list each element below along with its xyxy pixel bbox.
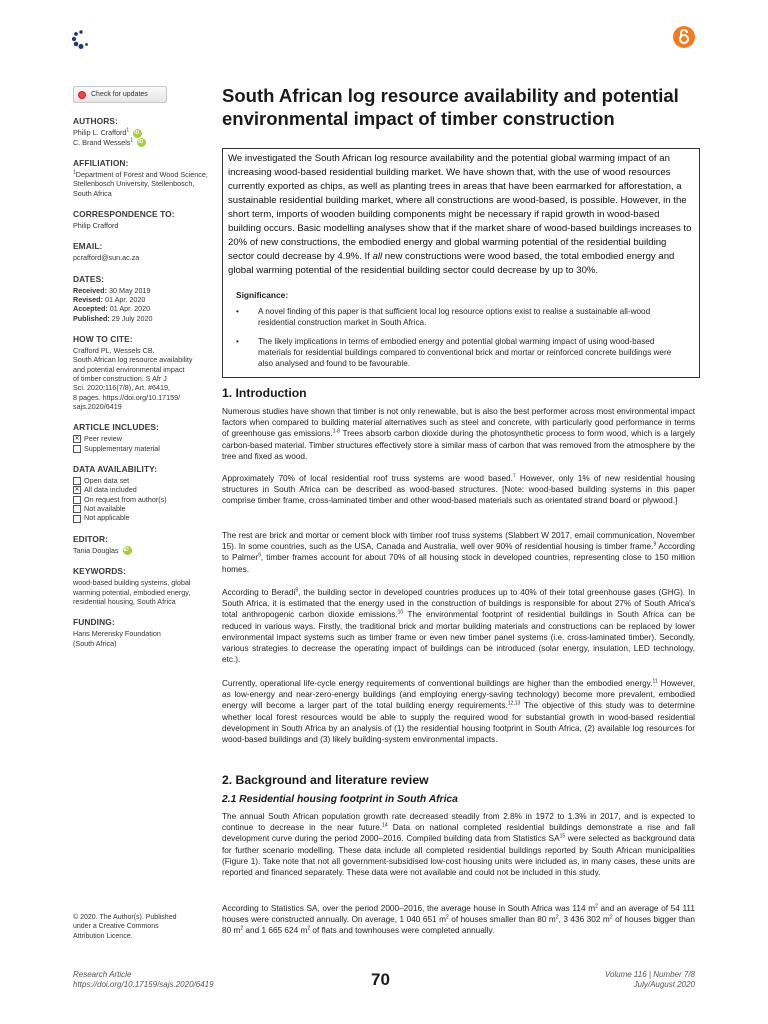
correspondence-name: Philip Crafford [73,221,119,231]
date-published: Published: 29 July 2020 [73,313,153,323]
checkbox-empty-icon [73,477,81,485]
paragraph: According to Beradi$^9$, the building sector in developed countries produces up to 40% of their total greenhouse gases (GHG). In South Africa, it is estimated that the energy used in the construction of buildings is responsible for about 27% of South Africa's total anthropogenic carbon dioxide emissions.$^{10}$ The environmental footprint of residential buildings in South Africa can be reduced in various ways. Firstly, the traditional brick and mortar building materials and constructions can be replaced by lower environmental impact systems such as timber frame or even new timber panel systems (i.e. cross-laminated timber). Secondly, various strategies to decrease the operating impact of buildings can be introduced (solar energy, insulation, LED technology, etc.). [222,587,696,665]
editor-heading: EDITOR: [73,533,108,544]
citation-doi-link[interactable]: 8 pages. https://doi.org/10.17159/ [73,392,181,402]
email-heading: EMAIL: [73,241,103,252]
paragraph: According to Statistics SA, over the period 2000–2016, the average house in South Africa was 114 $m^2$ and an average of 54 111 houses were constructed annually. On average, 1 040 651 $m^2$ of houses smaller than 80 $m^2$, 3 436 302 $m^2$ of houses bigger than 80 $m^2$ and 1 665 624 $m^2$ of flats and townhouses were completed annually. [222,903,695,936]
journal-logo-icon [70,28,92,50]
checkbox-empty-icon [73,445,81,453]
checkbox-empty-icon [73,496,81,504]
data-option: Open data set [73,476,213,485]
bullet-icon: • [236,307,239,316]
affiliation-text: $^1$Department of Forest and Wood Science, Stellenbosch University, Stellenbosch, South Africa [73,169,208,198]
data-availability-heading: DATA AVAILABILITY: [73,464,158,475]
funding-text: Hans Merensky Foundation (South Africa) [73,629,161,648]
footer-doi-link[interactable]: https://doi.org/10.17159/sajs.2020/6419 [73,980,214,990]
footer-article-type: Research Article [73,970,132,979]
footer-issue-info [560,970,695,991]
paragraph: The rest are brick and mortar or cement block with timber roof truss systems (Slabbert W 2017, email communication, November 15). In some countries, such as the USA, Canada and Australia, well over 90% of residential housing is timber frame.$^9$ According to Palmer$^9$, timber frames account for about 70% of all housing stock in developed countries, representing close to 150 million homes. [222,531,696,574]
orcid-icon[interactable] [137,138,146,147]
editor-name: Tania Douglas iD [73,546,213,556]
subsection-heading: 2.1 Residential housing footprint in South Africa [222,794,458,805]
orcid-icon[interactable] [133,129,142,138]
include-supplementary: Supplementary material [73,444,213,453]
citation-doi-link[interactable]: sajs.2020/6419 [73,402,122,412]
significance-item: • A novel finding of this paper is that sufficient local log resource options exist to realise a sustainable all-wood residential construction market in South Africa. [236,307,651,328]
keywords-text: wood-based building systems, global warming potential, embodied energy, residential housing, South Africa [73,578,191,606]
author-2[interactable]: C. Brand Wessels$^1$ iD [73,138,213,148]
date-revised: Revised: 01 Apr. 2020 [73,294,146,304]
authors-heading: AUTHORS: [73,116,118,126]
correspondence-heading: CORRESPONDENCE TO: [73,209,175,220]
funding-heading: FUNDING: [73,617,115,628]
include-peer-review: ✕ Peer review [74,434,122,444]
affiliation-heading: AFFILIATION: [73,158,129,169]
footer-article-info [73,970,214,991]
paragraph: The annual South African population growth rate decreased steadily from 2.8% in 1972 to 1.3% in 2017, and is expected to continue to decrease in the near future.$^{14}$ Data on national completed residential buildings demonstrate a rise and fall development curve during the period 2000–2016. Compiled building data from Statistics SA$^{15}$ were selected as background data for further scenario modelling. These data include all completed residential buildings reported by South African municipalities (Figure 1). Take note that not all government-subsidised low-cost housing units were included as, in many cases, these units are reported and financed separately. These data were not available and could not be included in this study. [222,812,696,878]
page-number: 70 [371,970,390,989]
footer-issue-date: July/August 2020 [633,980,695,990]
bullet-icon: • [236,337,239,346]
copyright-notice: © 2020. The Author(s). Published under a Creative Commons Attribution Licence. [73,914,177,940]
check-updates-icon [78,91,86,99]
email-link[interactable]: pcrafford@sun.ac.za [73,253,140,263]
article-includes-heading: ARTICLE INCLUDES: [73,422,159,433]
open-access-icon [673,26,695,48]
citation-text: Crafford PL, Wessels CB. South African log resource availability and potential environmental impact of timber construction. S Afr J Sci. 2020;116(7/8), Art. #6419, 8 pages. https://doi.org/10.17159/ sajs.2020/6419 [73,346,213,412]
check-for-updates-button[interactable]: Check for updates [73,86,167,103]
date-accepted: Accepted: 01 Apr. 2020 [73,304,151,314]
dates-heading: DATES: [73,273,105,284]
paragraph: Currently, operational life-cycle energy requirements of conventional buildings are higher than the embodied energy.$^{11}$ However, as low-energy and near-zero-energy buildings (and employing energy-saving technology) become more prevalent, embodied energy will become a larger part of the total building energy requirements.$^{12,13}$ The objective of this study was to determine whether local forest resources would be able to supply the required wood for substantial growth in wood-based residential development in South Africa by an analysis of (1) the residential housing footprint in South Africa, (2) available log resources for wood-based buildings and (3) likely building-system environmental impacts. [222,678,695,745]
data-option: Not applicable [73,513,213,522]
keywords-heading: KEYWORDS: [73,566,127,577]
significance-heading: Significance: [236,290,289,300]
section-heading-introduction: 1. Introduction [222,386,307,400]
checkbox-checked-icon: ✕ [74,487,80,494]
checkbox-checked-icon: ✕ [74,436,80,443]
data-option: ✕ All data included [74,485,137,495]
footer-volume: Volume 116 | Number 7/8 [604,970,695,979]
article-info-sidebar [73,86,213,648]
data-option: On request from author(s) [73,495,213,504]
orcid-icon[interactable] [123,546,132,555]
section-heading-background: 2. Background and literature review [222,773,429,787]
checkbox-empty-icon [73,505,81,513]
paragraph: Approximately 70% of local residential roof truss systems are wood based.$^7$ However, only 1% of new residential housing structures in South Africa can be described as wood-based structures. [Note: wood-based building systems in this paper comprise timber frame, cross-laminated timber and other wood-based materials such as orientated strand board or plywood.] [222,473,696,506]
article-title: South African log resource availability and potential environmental impact of timber construction [222,85,679,130]
date-received: Received: 30 May 2019 [73,285,151,295]
data-option: Not available [73,504,213,513]
how-to-cite-heading: HOW TO CITE: [73,334,133,345]
author-1[interactable]: Philip L. Crafford$^1$ iD [73,128,213,138]
abstract-text: We investigated the South African log resource availability and the potential global warming impact of an increasing wood-based residential building market. We have shown that, with the use of wood resources currently exported as chips, as well as planting trees in areas that have been earmarked for afforestation, a sustainable residential building market, where all constructions are wood-based, is possible. However, in the short term, imports of wooden building components might be necessary if rapid growth in wood-based building occurs. Basic modelling analyses show that if the market share of wood-based buildings increases to 20% of new constructions, the embodied energy and global warming potential of the residential building sector could decrease by 4.9%. If all new constructions were wood based, the total embodied energy and global warming potential of the residential building sector could decrease by up to 30%. [228,153,692,276]
paragraph: Numerous studies have shown that timber is not only renewable, but is also the best performer across most environmental impact factors when compared to building material alternatives such as steel and concrete, with particularly good performance in terms of greenhouse gas emissions.$^{1-8}$ Trees absorb carbon dioxide during the photosynthetic process to form wood, which is a largely carbon-based material. Timber structures effectively store a similar mass of carbon that was removed from the atmosphere by the tree and fixed as wood. [222,407,696,461]
checkbox-empty-icon [73,515,81,523]
significance-item: • The likely implications in terms of embodied energy and potential global warming impact of using wood-based materials for residential buildings compared to conventional brick and mortar or reinforced concrete buildings were also analysed and found to be favourable. [236,337,672,369]
